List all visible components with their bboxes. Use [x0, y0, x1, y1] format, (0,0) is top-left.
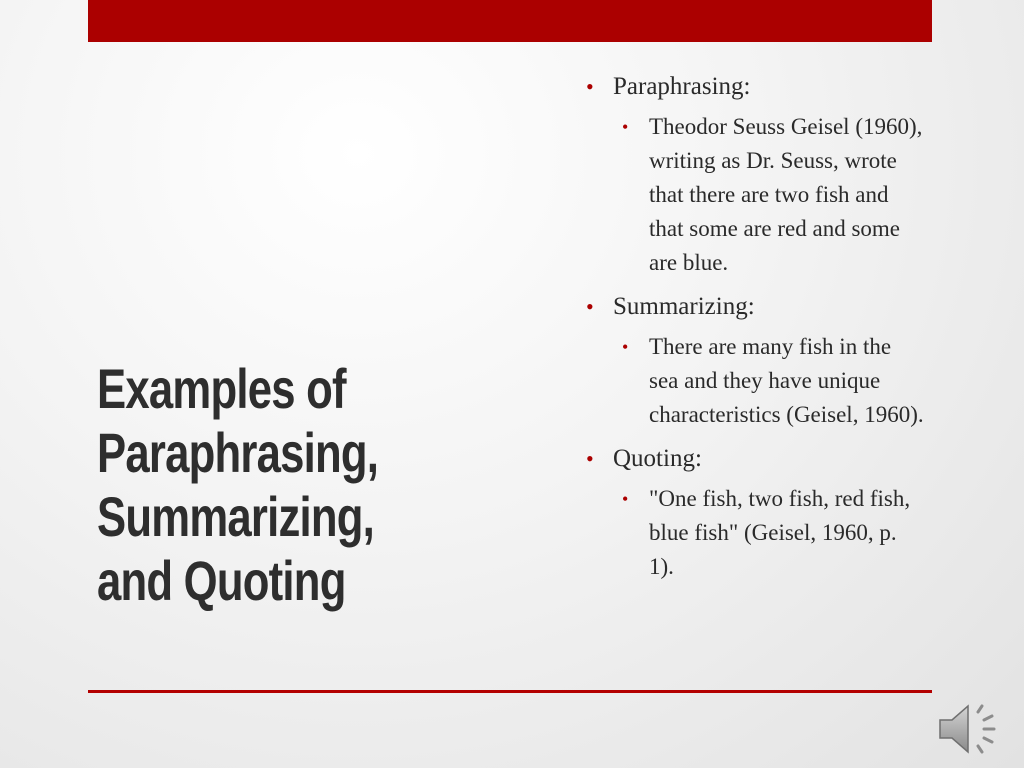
bullet-summarizing-heading: • Summarizing:	[586, 290, 926, 324]
bullet-paraphrasing-heading: • Paraphrasing:	[586, 70, 926, 104]
bullet-list	[586, 70, 926, 594]
bottom-divider	[88, 690, 932, 693]
speaker-icon[interactable]	[936, 698, 1004, 760]
top-accent-bar	[88, 0, 932, 42]
slide-title: Examples of Paraphrasing, Summarizing, and Quoting	[97, 357, 379, 612]
bullet-summarizing-text: • There are many fish in the sea and they have unique characteristics (Geisel, 1960).	[622, 330, 926, 432]
bullet-quoting-heading: • Quoting:	[586, 442, 926, 476]
bullet-paraphrasing-text: • Theodor Seuss Geisel (1960), writing as Dr. Seuss, wrote that there are two fish and that some are red and some are blue.	[622, 110, 926, 280]
bullet-quoting-text: • "One fish, two fish, red fish, blue fish" (Geisel, 1960, p. 1).	[622, 482, 926, 584]
